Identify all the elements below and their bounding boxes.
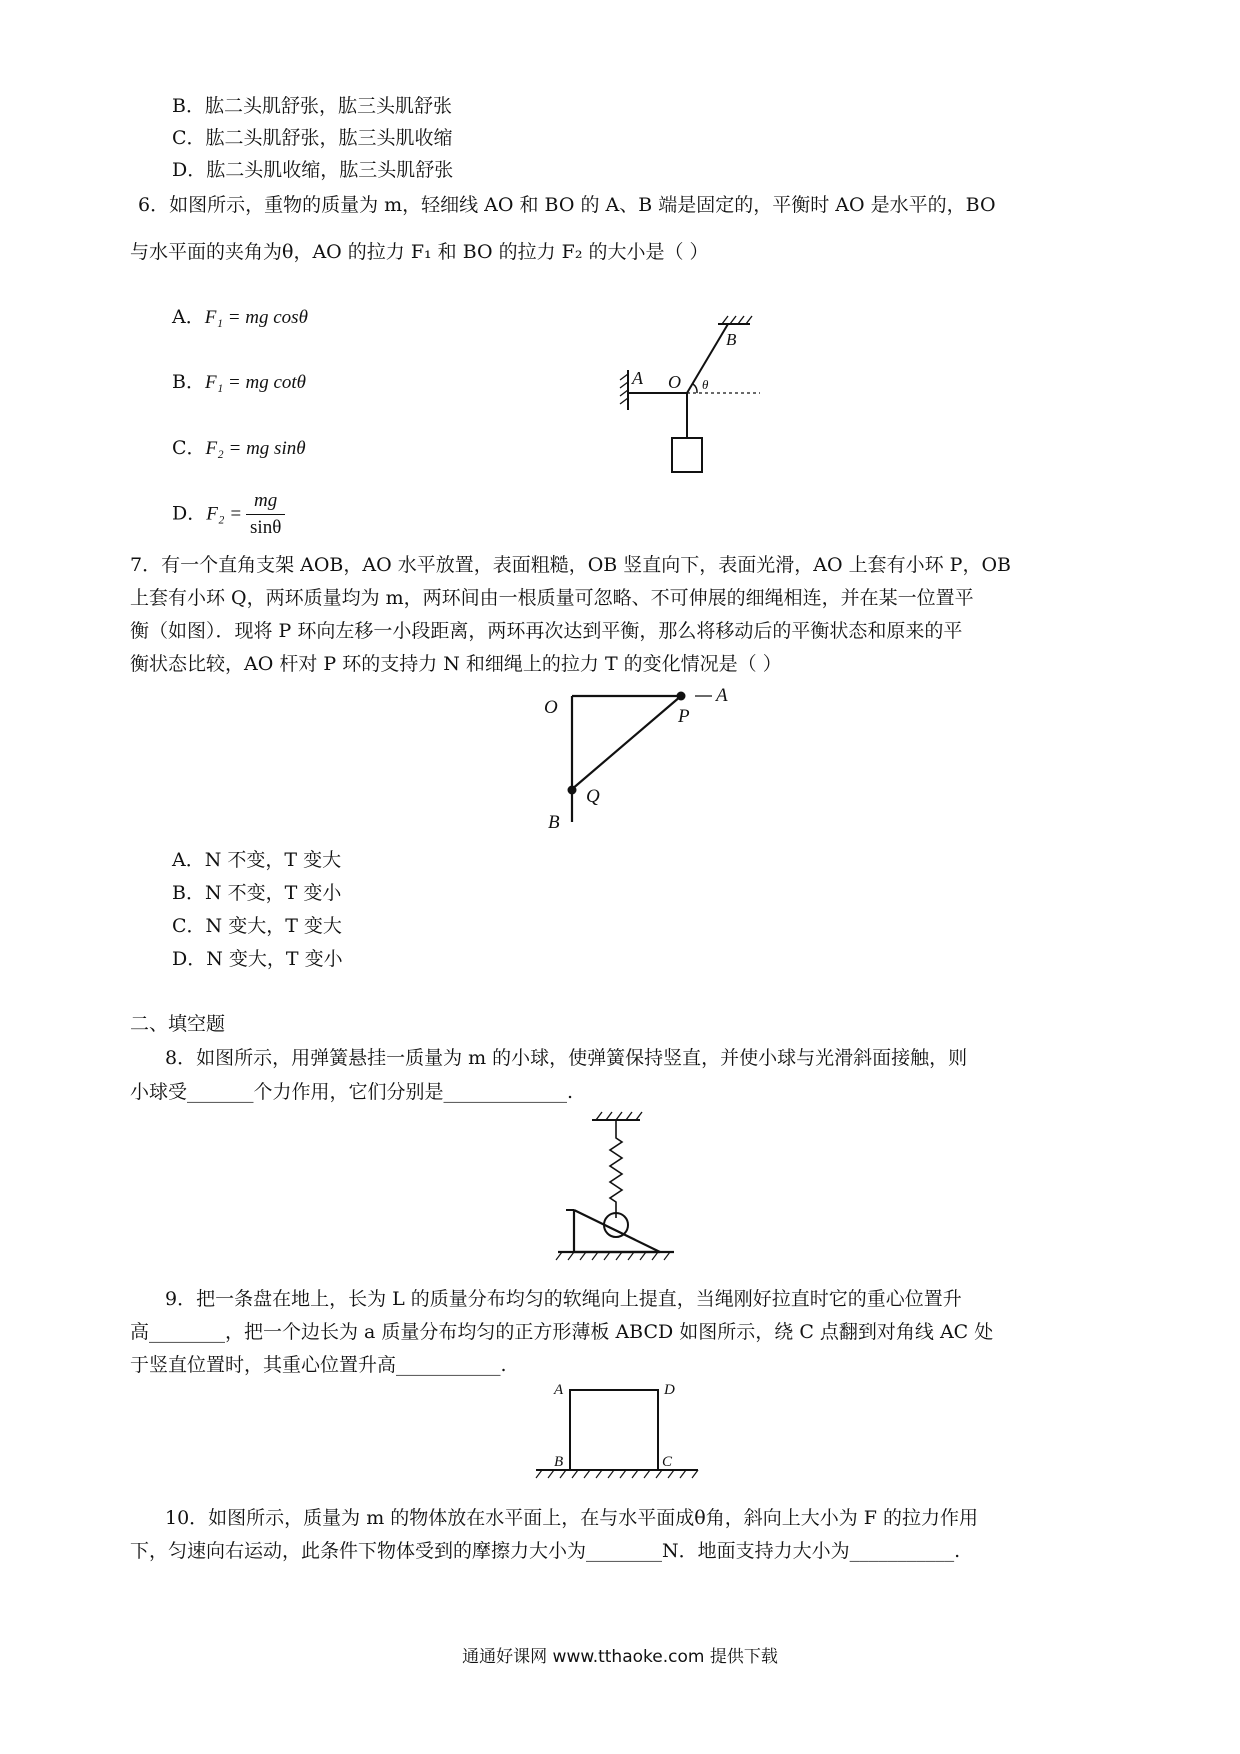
q6-figure-label-o: O: [668, 372, 681, 392]
q9-figure-label-b: B: [554, 1454, 564, 1470]
q10-stem-line1: 10．如图所示，质量为 m 的物体放在水平面上，在与水平面成θ角，斜向上大小为 F 的拉力作用: [165, 1507, 978, 1529]
q6-option-c: [172, 436, 306, 461]
q7-figure-label-p: P: [678, 706, 690, 727]
q7-stem-line4: 衡状态比较，AO 杆对 P 环的支持力 N 和细绳上的拉力 T 的变化情况是（ ）: [130, 653, 782, 675]
q7-option-b: B．N 不变，T 变小: [172, 882, 342, 904]
q10-stem-line2: 下，匀速向右运动，此条件下物体受到的摩擦力大小为________N．地面支持力大小为___________.: [130, 1540, 961, 1562]
q6-option-d-denominator: sinθ: [250, 517, 282, 538]
q7-option-a: A．N 不变，T 变大: [172, 849, 342, 871]
page-footer: 通通好课网 www.tthaoke.com 提供下载: [462, 1647, 778, 1667]
q9-figure-label-d: D: [664, 1382, 675, 1398]
q8-figure: [552, 1106, 682, 1264]
q6-option-d-fraction: [246, 488, 285, 541]
q6-option-d: [172, 488, 285, 541]
q9-figure-label-a: A: [554, 1382, 564, 1398]
q9-figure: [530, 1376, 705, 1486]
q7-figure-label-b: B: [548, 812, 560, 833]
q9-stem-line2: 高________，把一个边长为 a 质量分布均匀的正方形薄板 ABCD 如图所示，绕 C 点翻到对角线 AC 处: [130, 1321, 994, 1343]
q7-figure-label-o: O: [544, 697, 558, 718]
q6-option-a-formula: F₁ = mg cosθ: [204, 307, 308, 328]
q7-option-d: D．N 变大，T 变小: [172, 948, 343, 970]
q5-option-b: B．肱二头肌舒张，肱三头肌舒张: [172, 95, 452, 117]
q6-option-c-label: C．: [172, 437, 206, 459]
q6-option-a-label: A．: [172, 306, 205, 328]
q6-figure: [610, 310, 780, 485]
q5-option-c: C．肱二头肌舒张，肱三头肌收缩: [172, 127, 453, 149]
q6-stem-line2: 与水平面的夹角为θ，AO 的拉力 F₁ 和 BO 的拉力 F₂ 的大小是（ ）: [130, 241, 709, 263]
q6-figure-label-a: A: [632, 368, 643, 388]
q6-option-d-numerator: mg: [246, 488, 285, 515]
q7-figure: [540, 684, 740, 834]
q7-stem-line3: 衡（如图）．现将 P 环向左移一小段距离，两环再次达到平衡，那么将移动后的平衡状态和原来的平: [130, 620, 963, 642]
q6-option-d-lhs: F₂ =: [206, 503, 243, 525]
q6-option-b: [172, 370, 306, 395]
q7-figure-label-a: A: [716, 685, 728, 706]
q6-figure-label-theta: θ: [702, 377, 709, 392]
q6-option-b-formula: F₁ = mg cotθ: [204, 372, 307, 393]
q6-option-c-formula: F₂ = mg sinθ: [205, 438, 306, 459]
q7-stem-line2: 上套有小环 Q，两环质量均为 m，两环间由一根质量可忽略、不可伸展的细绳相连，并在某一位置平: [130, 587, 974, 609]
q7-stem-line1: 7．有一个直角支架 AOB，AO 水平放置，表面粗糙，OB 竖直向下，表面光滑，AO 上套有小环 P，OB: [130, 554, 1012, 576]
section-title: 二、填空题: [130, 1013, 226, 1035]
q9-stem-line3: 于竖直位置时，其重心位置升高___________.: [130, 1354, 507, 1376]
q9-figure-label-c: C: [662, 1454, 673, 1470]
q6-option-b-label: B．: [172, 371, 205, 393]
q6-stem-line1: 6．如图所示，重物的质量为 m，轻细线 AO 和 BO 的 A、B 端是固定的，平衡时 AO 是水平的，BO: [138, 194, 996, 216]
q7-option-c: C．N 变大，T 变大: [172, 915, 342, 937]
q5-option-d: D．肱二头肌收缩，肱三头肌舒张: [172, 159, 454, 181]
q8-stem-line2: 小球受_______个力作用，它们分别是_____________.: [130, 1081, 574, 1103]
q6-figure-label-b: B: [726, 330, 737, 349]
q6-option-d-label: D．: [172, 502, 207, 525]
q7-figure-label-q: Q: [586, 786, 600, 807]
q8-stem-line1: 8．如图所示，用弹簧悬挂一质量为 m 的小球，使弹簧保持竖直，并使小球与光滑斜面接触，则: [165, 1047, 968, 1069]
q9-stem-line1: 9．把一条盘在地上，长为 L 的质量分布均匀的软绳向上提直，当绳刚好拉直时它的重心位置升: [165, 1288, 962, 1310]
q6-option-a: [172, 305, 308, 330]
